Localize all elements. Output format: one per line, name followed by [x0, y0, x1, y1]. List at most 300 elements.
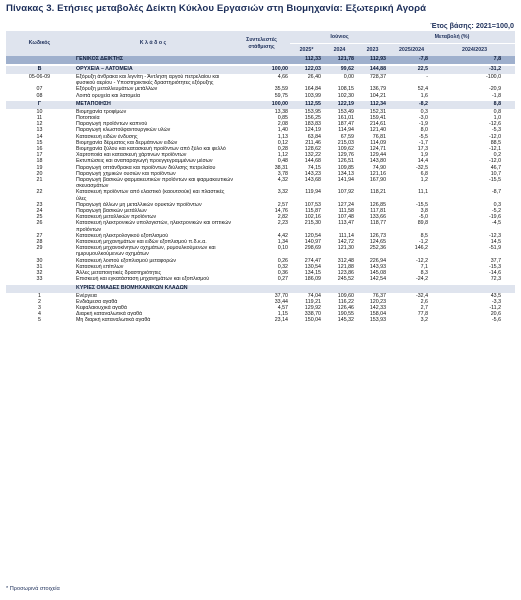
cell-code: 18 [36, 158, 43, 165]
cell-weight: 100,00 [233, 101, 290, 109]
cell-change-2025-2024: 8,3 [420, 270, 429, 277]
cell-code: 31 [36, 263, 43, 270]
cell-weight: 59,75 [274, 92, 288, 99]
header-sector: Κ λ ά δ ο ς [73, 31, 233, 56]
cell-weight: 2,57 [277, 201, 288, 208]
cell-change-2025-2024: 1,6 [420, 92, 429, 99]
cell-2025: 115,87 [305, 208, 321, 215]
header-2023: 2023 [356, 44, 389, 57]
cell-sector: Ποτοποιία [76, 115, 100, 122]
cell-2024: 129,76 [337, 152, 354, 159]
cell-code: 14 [36, 133, 43, 140]
cell-weight: 100,00 [233, 66, 290, 74]
cell-2025: 153,95 [304, 108, 321, 115]
cell-2024: 0,00 [343, 74, 354, 80]
cell-2025: 112,55 [290, 101, 323, 109]
cell-change-2025-2024: 77,8 [417, 311, 429, 318]
cell-2025: 107,53 [304, 201, 321, 208]
cell-2023: 124,65 [369, 239, 387, 246]
cell-change-2024-2023: -51,9 [488, 245, 502, 252]
cell-2025: 112,33 [290, 56, 323, 64]
cell-code: 17 [36, 152, 43, 159]
cell-weight: 0,26 [277, 257, 288, 264]
cell-2023: 214,61 [369, 121, 387, 128]
cell-2024: 113,47 [338, 220, 354, 227]
cell-change-2024-2023: 46,7 [490, 164, 502, 171]
cell-2024: 121,78 [323, 56, 356, 64]
cell-weight: 1,12 [277, 152, 288, 159]
cell-code: 08 [36, 92, 43, 99]
index-table [6, 31, 515, 324]
cell-sector: Βιομηχανία δέρματος και δερμάτινων ειδών [76, 139, 178, 146]
cell-code: 23 [36, 201, 43, 208]
cell-change-2025-2024: -7,8 [389, 56, 434, 64]
cell-change-2025-2024: 6,8 [420, 170, 429, 177]
cell-sector: Κατασκευή ηλεκτρονικών υπολογιστών, ηλεκτρονικών και οπτικών προϊόντων [76, 220, 231, 233]
cell-change-2024-2023: -15,5 [488, 177, 502, 184]
cell-code: 22 [36, 189, 43, 196]
cell-change-2024-2023: -19,6 [488, 214, 502, 221]
cell-weight: 23,14 [274, 317, 288, 324]
cell-weight: 14,76 [274, 208, 288, 215]
cell-2024: 107,92 [337, 189, 354, 196]
cell-2023: 252,36 [369, 245, 387, 252]
cell-change-2024-2023: -5,6 [491, 317, 502, 324]
cell-2024: 312,48 [337, 257, 354, 264]
cell-sector: Κατασκευή λοιπού εξοπλισμού μεταφορών [76, 257, 177, 264]
cell-2024: 99,62 [323, 66, 356, 74]
cell-2023: 76,37 [372, 292, 387, 299]
cell-change-2024-2023: -15,3 [488, 263, 502, 270]
cell-sector: ΟΡΥΧΕΙΑ – ΛΑΤΟΜΕΙΑ [73, 66, 233, 74]
cell-2023: 152,31 [369, 108, 387, 115]
cell-change-2025-2024: -5,5 [418, 133, 429, 140]
cell-code: 4 [38, 311, 41, 318]
cell-weight: 0,48 [277, 158, 288, 165]
cell-sector: Παραγωγή βασικών μετάλλων [76, 208, 147, 215]
cell-2025: 215,30 [304, 220, 321, 227]
cell-change-2025-2024: 8,0 [420, 127, 429, 134]
cell-change-2024-2023: -12,1 [488, 146, 502, 153]
cell-change-2024-2023: 72,3 [490, 276, 502, 283]
cell-2025: 164,84 [304, 86, 321, 93]
cell-change-2024-2023: 7,8 [434, 56, 515, 64]
cell-change-2025-2024: 52,4 [417, 86, 429, 93]
cell-change-2025-2024: -15,5 [415, 201, 429, 208]
cell-code: 24 [36, 208, 43, 215]
cell-code: 20 [36, 170, 43, 177]
cell-change-2024-2023: -12,0 [488, 158, 502, 165]
cell-2023: 76,81 [372, 133, 387, 140]
cell-change-2024-2023 [434, 285, 515, 293]
cell-2024: 108,15 [337, 86, 354, 93]
cell-2024: 145,32 [337, 317, 354, 324]
cell-sector: Βιομηχανία τροφίμων [76, 108, 127, 115]
header-2024: 2024 [323, 44, 356, 57]
cell-2023: 142,54 [369, 276, 387, 283]
cell-change-2024-2023: 1,0 [493, 115, 502, 122]
cell-weight: 4,32 [277, 177, 288, 184]
cell-change-2024-2023: 0,2 [493, 152, 502, 159]
cell-change-2025-2024: 1,2 [420, 177, 429, 184]
cell-code: 33 [36, 276, 43, 283]
cell-2025: 26,40 [307, 74, 321, 80]
cell-code [6, 285, 73, 293]
cell-change-2025-2024: 0,3 [420, 108, 429, 115]
cell-change-2024-2023: 43,5 [490, 292, 502, 299]
cell-code: 12 [36, 121, 43, 128]
cell-change-2024-2023: -14,6 [488, 270, 502, 277]
cell-code: 16 [36, 146, 43, 153]
cell-2023 [356, 285, 389, 293]
cell-sector: Κατασκευή προϊόντων από ελαστικό (καουτσούκ) και πλαστικές ύλες [76, 189, 225, 202]
cell-2023: 124,71 [369, 146, 387, 153]
cell-2023: 112,34 [356, 101, 389, 109]
cell-code: 07 [36, 86, 43, 93]
cell-weight [233, 56, 290, 64]
cell-sector: Παραγωγή προϊόντων καπνού [76, 121, 148, 128]
cell-code: 10 [36, 108, 43, 115]
cell-sector: Λοιπά ορυχεία και λατομεία [76, 92, 141, 99]
cell-2023: 112,93 [356, 56, 389, 64]
section-row [6, 66, 515, 74]
cell-2024: 126,51 [337, 158, 354, 165]
cell-2024: 121,30 [337, 245, 354, 252]
cell-2023: 143,80 [369, 158, 387, 165]
cell-code: 5 [38, 317, 41, 324]
cell-2025: 132,22 [304, 152, 321, 159]
cell-code: 15 [36, 139, 43, 146]
cell-weight: 1,13 [277, 133, 288, 140]
cell-2025 [290, 285, 323, 293]
cell-2025: 102,16 [304, 214, 321, 221]
cell-2024: 142,72 [337, 239, 354, 246]
cell-change-2024-2023: 14,5 [490, 239, 502, 246]
cell-2024: 161,01 [337, 115, 354, 122]
cell-2024: 245,52 [337, 276, 354, 283]
cell-change-2024-2023: 88,5 [490, 139, 502, 146]
cell-change-2024-2023: -11,2 [489, 304, 502, 311]
cell-weight: 1,40 [277, 127, 288, 134]
cell-2025: 74,04 [307, 292, 321, 299]
cell-2025: 143,23 [304, 170, 321, 177]
cell-weight: 35,59 [274, 86, 288, 93]
cell-2024: 109,62 [337, 146, 354, 153]
cell-change-2025-2024: 89,8 [417, 220, 429, 227]
cell-sector: Παραγωγή χημικών ουσιών και προϊόντων [76, 170, 176, 177]
cell-2025: 130,54 [304, 263, 321, 270]
cell-change-2025-2024: -1,2 [418, 239, 429, 246]
cell-2023: 158,04 [369, 311, 387, 318]
cell-sector: Κατασκευή επίπλων [76, 263, 124, 270]
cell-2025: 144,68 [304, 158, 321, 165]
cell-weight: 33,44 [274, 298, 288, 305]
cell-2025: 143,68 [304, 177, 321, 184]
cell-2023: 126,73 [369, 232, 387, 239]
cell-change-2025-2024: -32,4 [415, 292, 429, 299]
cell-code: 28 [36, 239, 43, 246]
cell-code: 30 [36, 257, 43, 264]
cell-sector: Μη διαρκή καταναλωτικά αγαθά [76, 317, 151, 324]
cell-code: 29 [36, 245, 43, 252]
cell-change-2024-2023: -5,2 [491, 208, 502, 215]
cell-2023: 728,37 [369, 74, 387, 80]
cell-weight: 0,36 [277, 270, 288, 277]
cell-2025: 156,25 [304, 115, 321, 122]
cell-2024: 126,46 [337, 304, 354, 311]
header-weights: Συντελεστές στάθμισης [233, 31, 290, 56]
cell-weight: 0,32 [277, 263, 288, 270]
cell-change-2025-2024: -12,2 [415, 257, 429, 264]
cell-code: 3 [38, 304, 41, 311]
cell-2023: 104,21 [369, 92, 387, 99]
cell-2023: 143,93 [369, 263, 387, 270]
table-body [6, 56, 515, 324]
cell-weight: 4,66 [277, 74, 288, 80]
cell-change-2025-2024: -8,2 [389, 101, 434, 109]
table-row [6, 220, 515, 232]
cell-change-2025-2024: -32,5 [415, 164, 429, 171]
cell-2023: 118,21 [370, 189, 387, 196]
section-row [6, 285, 515, 293]
cell-2024: 122,19 [323, 101, 356, 109]
cell-2024: 111,14 [338, 232, 354, 239]
cell-change-2024-2023: 0,3 [493, 201, 502, 208]
cell-code: 11 [36, 115, 43, 122]
cell-2023: 114,09 [370, 139, 387, 146]
table-row [6, 189, 515, 201]
cell-2023: 145,08 [369, 270, 387, 277]
cell-weight: 2,23 [277, 220, 288, 227]
cell-code: 1 [38, 292, 41, 299]
cell-2025: 186,09 [304, 276, 321, 283]
cell-2023: 153,93 [369, 317, 387, 324]
cell-2024: 190,55 [337, 311, 354, 318]
cell-2024: 127,24 [337, 201, 354, 208]
cell-change-2025-2024: 146,2 [414, 245, 429, 252]
cell-2023: 133,66 [369, 214, 387, 221]
cell-2023: 121,40 [369, 127, 387, 134]
cell-sector: Κατασκευή μηχανημάτων και ειδών εξοπλισμού π.δ.κ.α. [76, 239, 207, 246]
cell-weight: 4,57 [277, 304, 288, 311]
cell-sector: Κατασκευή ειδών ένδυσης [76, 133, 138, 140]
header-code: Κωδικός [6, 31, 73, 56]
cell-weight: 3,78 [277, 170, 288, 177]
cell-code: 26 [36, 220, 43, 227]
cell-weight: 3,32 [277, 189, 288, 196]
cell-change-2025-2024: 3,8 [420, 208, 429, 215]
cell-2024: 107,48 [337, 214, 354, 221]
cell-2024: 153,49 [337, 108, 354, 115]
cell-sector: Παραγωγή άλλων μη μεταλλικών ορυκτών προϊόντων [76, 201, 202, 208]
cell-code: 25 [36, 214, 43, 221]
table-row [6, 177, 515, 189]
cell-2025: 103,99 [304, 92, 321, 99]
cell-2023: 120,23 [369, 298, 387, 305]
cell-2025: 120,54 [304, 232, 321, 239]
cell-code: 19 [36, 164, 43, 171]
cell-sector: Άλλες μεταποιητικές δραστηριότητες [76, 270, 162, 277]
header-index-group: Ιούνιος [290, 31, 389, 44]
cell-weight: 13,38 [274, 108, 288, 115]
cell-sector: Κατασκευή ηλεκτρολογικού εξοπλισμού [76, 232, 169, 239]
cell-change-2025-2024: 11,1 [418, 189, 429, 196]
table-row [6, 245, 515, 257]
cell-change-2025-2024: -3,0 [418, 115, 429, 122]
cell-weight: 2,08 [277, 121, 288, 128]
cell-2024: 134,13 [337, 170, 354, 177]
cell-change-2024-2023: -12,3 [488, 232, 502, 239]
cell-weight: 1,34 [277, 239, 288, 246]
cell-sector: Παραγωγή οπτάνθρακα και προϊόντων διύλισης πετρελαίου [76, 164, 216, 171]
cell-sector: Εξόρυξη άνθρακα και λιγνίτη - Άντληση αργού πετρελαίου και φυσικού αερίου - Υποστηρικτικές δραστηριότητες εξόρυξης [76, 74, 220, 87]
base-year: Έτος βάσης: 2021=100,0 [430, 21, 514, 30]
cell-change-2024-2023: -1,8 [491, 92, 502, 99]
cell-2024: 109,60 [337, 292, 354, 299]
header-change-group: Μεταβολή (%) [389, 31, 515, 44]
cell-2023: 226,94 [369, 257, 387, 264]
cell-2025: 74,15 [307, 164, 321, 171]
cell-2024: 114,94 [338, 127, 354, 134]
cell-change-2025-2024: 7,1 [420, 263, 429, 270]
table-row [6, 74, 515, 86]
cell-weight: 0,85 [277, 115, 288, 122]
cell-change-2025-2024: 14,4 [417, 158, 429, 165]
cell-sector: Εκτυπώσεις και αναπαραγωγή προεγγεγραμμένων μέσων [76, 158, 213, 165]
cell-change-2025-2024: -24,2 [415, 276, 429, 283]
cell-2025: 140,97 [304, 239, 321, 246]
cell-change-2025-2024: 2,6 [420, 298, 429, 305]
cell-change-2024-2023: -4,5 [491, 220, 502, 227]
cell-2024: 121,88 [337, 263, 354, 270]
section-row [6, 101, 515, 109]
cell-weight: 0,28 [277, 146, 288, 153]
cell-change-2025-2024: 17,3 [417, 146, 429, 153]
cell-weight: 0,27 [277, 276, 288, 283]
cell-change-2024-2023: 8,8 [434, 101, 515, 109]
cell-code: B [6, 66, 73, 74]
cell-2024: 187,47 [337, 121, 354, 128]
cell-sector: Χαρτοποιία και κατασκευή χάρτινων προϊόντων [76, 152, 187, 159]
table-row [6, 317, 515, 323]
cell-2025: 128,62 [304, 146, 321, 153]
cell-2024: 116,22 [338, 298, 354, 305]
cell-change-2025-2024: - [426, 74, 429, 80]
cell-weight: 0,10 [277, 245, 288, 252]
cell-sector: ΚΥΡΙΕΣ ΟΜΑΔΕΣ ΒΙΟΜΗΧΑΝΙΚΩΝ ΚΛΑΔΩΝ [73, 285, 233, 293]
cell-2025: 338,70 [304, 311, 321, 318]
cell-change-2024-2023: -31,2 [434, 66, 515, 74]
cell-weight [233, 285, 290, 293]
cell-change-2025-2024 [389, 285, 434, 293]
cell-change-2024-2023: -12,6 [488, 121, 502, 128]
cell-change-2024-2023: -3,3 [491, 298, 502, 305]
cell-2024: 123,86 [337, 270, 354, 277]
cell-change-2025-2024: -1,7 [418, 139, 429, 146]
cell-change-2024-2023: -12,0 [488, 133, 502, 140]
cell-change-2025-2024: -1,9 [418, 121, 429, 128]
cell-weight: 38,31 [274, 164, 288, 171]
cell-change-2024-2023: 0,8 [493, 108, 502, 115]
cell-weight: 37,70 [274, 292, 288, 299]
cell-2025: 211,46 [305, 139, 321, 146]
cell-2024: 141,94 [337, 177, 354, 184]
cell-2025: 119,21 [305, 298, 321, 305]
cell-2025: 134,15 [304, 270, 321, 277]
cell-code: Γ [6, 101, 73, 109]
cell-2025: 298,69 [304, 245, 321, 252]
cell-2024 [323, 285, 356, 293]
cell-change-2025-2024: 3,2 [420, 317, 429, 324]
cell-2023: 121,16 [369, 170, 387, 177]
cell-change-2024-2023: -5,3 [491, 127, 502, 134]
cell-2025: 63,84 [307, 133, 321, 140]
cell-sector: Παραγωγή βασικών φαρμακευτικών προϊόντων και φαρμακευτικών σκευασμάτων [76, 177, 233, 190]
footnote: * Προσωρινά στοιχεία [6, 586, 60, 592]
cell-code [6, 56, 73, 64]
cell-change-2025-2024: 1,9 [420, 152, 429, 159]
cell-2023: 126,85 [369, 201, 387, 208]
cell-weight: 1,15 [277, 311, 288, 318]
cell-2023: 117,81 [370, 208, 387, 215]
cell-sector: ΜΕΤΑΠΟΙΗΣΗ [73, 101, 233, 109]
cell-2024: 215,03 [337, 139, 354, 146]
cell-2024: 111,58 [338, 208, 354, 215]
cell-sector: Εξόρυξη μεταλλευμάτων μετάλλων [76, 86, 158, 93]
cell-2025: 183,83 [304, 121, 321, 128]
cell-2023: 167,90 [369, 177, 387, 184]
cell-weight: 4,42 [277, 232, 288, 239]
table-title: Πίνακας 3. Ετήσιες μεταβολές Δείκτη Κύκλου Εργασιών στη Βιομηχανία: Εξωτερική Αγορά [6, 3, 427, 14]
cell-sector: Διαρκή καταναλωτικά αγαθά [76, 311, 143, 318]
cell-change-2024-2023: 10,7 [490, 170, 502, 177]
cell-code: 21 [36, 177, 43, 184]
header-change-2024-2023: 2024/2023 [434, 44, 515, 57]
cell-weight: 0,12 [277, 139, 288, 146]
cell-2023: 159,41 [369, 115, 387, 122]
cell-change-2024-2023: 20,6 [490, 311, 502, 318]
general-index-row [6, 56, 515, 64]
cell-sector: Ενέργεια [76, 292, 97, 299]
cell-sector: Κατασκευή μηχανοκίνητων οχημάτων, ρυμουλκούμενων και ημιρυμουλκούμενων οχημάτων [76, 245, 216, 258]
cell-change-2024-2023: 37,7 [490, 257, 502, 264]
cell-sector: Κεφαλαιουχικά αγαθά [76, 304, 127, 311]
cell-2023: 74,90 [372, 164, 387, 171]
cell-2024: 102,30 [337, 92, 354, 99]
cell-change-2025-2024: -5,0 [418, 214, 429, 221]
cell-2023: 144,88 [356, 66, 389, 74]
cell-2025: 124,19 [304, 127, 321, 134]
cell-change-2025-2024: 22,5 [389, 66, 434, 74]
cell-sector: Επισκευή και εγκατάσταση μηχανημάτων και εξοπλισμού [76, 276, 210, 283]
cell-sector: ΓΕΝΙΚΟΣ ΔΕΙΚΤΗΣ [73, 56, 233, 64]
cell-change-2025-2024: 8,5 [420, 232, 429, 239]
cell-change-2025-2024: 2,7 [420, 304, 429, 311]
cell-2023: 118,77 [370, 220, 387, 227]
cell-code: 05-06-09 [28, 74, 51, 80]
cell-code: 27 [36, 232, 43, 239]
cell-code: 13 [36, 127, 43, 134]
cell-2024: 67,59 [340, 133, 354, 140]
cell-sector: Κατασκευή μεταλλικών προϊόντων [76, 214, 157, 221]
cell-change-2024-2023: -20,9 [488, 86, 502, 93]
cell-change-2024-2023: -8,7 [491, 189, 502, 196]
cell-2025: 122,03 [290, 66, 323, 74]
header-change-2025-2024: 2025/2024 [389, 44, 434, 57]
header-2025: 2025* [290, 44, 323, 57]
cell-2024: 109,85 [337, 164, 354, 171]
cell-sector: Βιομηχανία ξύλου και κατασκευή προϊόντων από ξύλο και φελλό [76, 146, 226, 153]
